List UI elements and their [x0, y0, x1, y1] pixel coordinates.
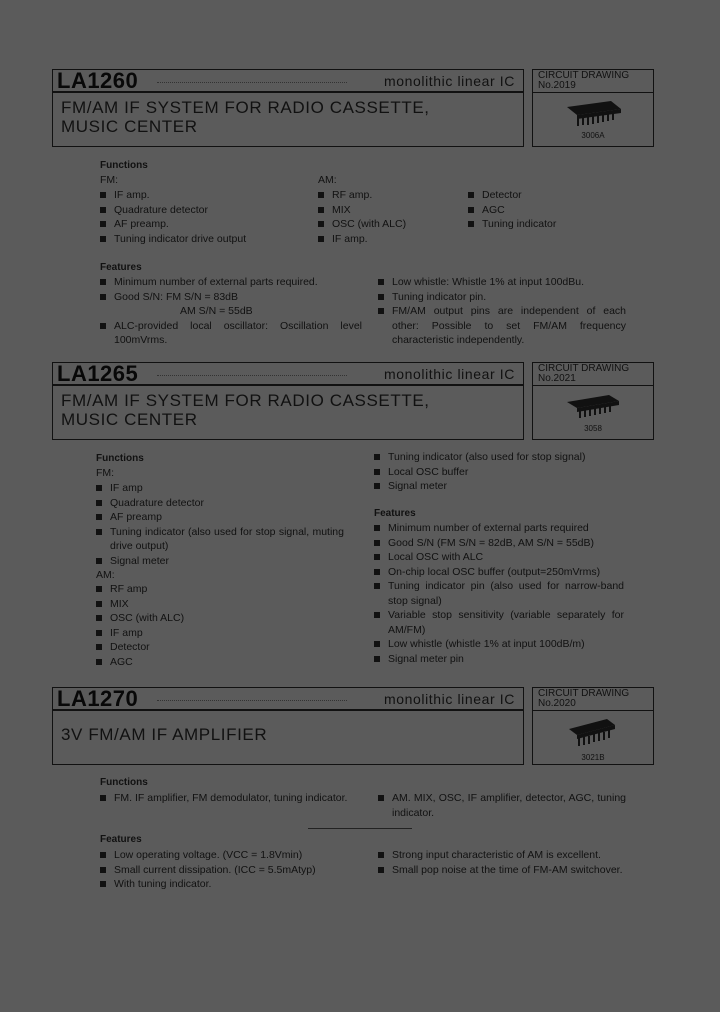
la1270-header — [52, 687, 524, 711]
part-number: LA1270 — [57, 686, 139, 711]
la1270-title — [52, 711, 524, 765]
circuit-drawing-number: No.2019 — [538, 80, 576, 91]
features-list — [374, 521, 624, 666]
list-item: Tuning indicator (also used for stop signal, muting drive output) — [96, 525, 344, 554]
features-right-list — [378, 275, 626, 348]
features-heading: Features — [100, 834, 142, 845]
title-line-1: FM/AM IF SYSTEM FOR RADIO CASSETTE, — [61, 98, 430, 117]
list-item: Variable stop sensitivity (variable separately for AM/FM) — [374, 608, 624, 637]
features-heading: Features — [100, 262, 142, 273]
la1265-title — [52, 386, 524, 440]
part-number: LA1260 — [57, 68, 139, 93]
leader-dots — [157, 82, 347, 84]
list-item: Strong input characteristic of AM is excellent. — [378, 848, 628, 863]
functions-heading: Functions — [96, 453, 144, 464]
list-item: Small current dissipation. (ICC = 5.5mAtyp) — [100, 863, 362, 878]
la1265-header — [52, 362, 524, 386]
functions-heading: Functions — [100, 777, 148, 788]
title-line-1: 3V FM/AM IF AMPLIFIER — [61, 725, 268, 744]
list-item: Tuning indicator pin. — [378, 290, 626, 305]
list-item: IF amp. — [318, 232, 458, 247]
list-item: MIX — [96, 597, 296, 612]
list-item: Quadrature detector — [100, 203, 300, 218]
ic-package-icon — [563, 392, 625, 422]
monolithic-label: monolithic linear IC — [383, 691, 515, 707]
leader-dots — [157, 700, 347, 702]
am-function-list — [318, 188, 458, 246]
part-number: LA1265 — [57, 361, 139, 386]
package-box — [532, 93, 654, 147]
am-label: AM: — [318, 174, 337, 186]
list-item: With tuning indicator. — [100, 877, 362, 892]
list-item: OSC (with ALC) — [96, 611, 296, 626]
list-item: RF amp. — [318, 188, 458, 203]
features-heading: Features — [374, 508, 416, 519]
list-item: FM. IF amplifier, FM demodulator, tuning indicator. — [100, 791, 350, 806]
fm-function-list — [100, 188, 300, 246]
list-item: Low operating voltage. (VCC = 1.8Vmin) — [100, 848, 362, 863]
list-item: RF amp — [96, 582, 296, 597]
circuit-drawing-label: CIRCUIT DRAWING — [538, 70, 630, 81]
la1260-header — [52, 69, 524, 93]
la1260-title — [52, 93, 524, 147]
list-item: AF preamp. — [100, 217, 300, 232]
list-item: IF amp — [96, 626, 296, 641]
circuit-drawing-number: No.2021 — [538, 373, 576, 384]
features-left-list — [100, 848, 362, 892]
ic-package-icon — [563, 717, 625, 749]
list-item: IF amp. — [100, 188, 300, 203]
list-item: Tuning indicator pin (also used for narrow-band stop signal) — [374, 579, 624, 608]
am-label: AM: — [96, 569, 115, 581]
list-item: Detector — [468, 188, 618, 203]
monolithic-label: monolithic linear IC — [383, 366, 515, 382]
list-item: AGC — [96, 655, 296, 670]
list-item: Signal meter — [374, 479, 624, 494]
divider — [308, 828, 412, 829]
list-item: Low whistle: Whistle 1% at input 100dBu. — [378, 275, 626, 290]
ic-package-icon — [563, 99, 625, 129]
list-item: Local OSC buffer — [374, 465, 624, 480]
circuit-drawing-label: CIRCUIT DRAWING — [538, 363, 630, 374]
sn-am: AM S/N = 55dB — [180, 305, 253, 317]
am-function-list — [96, 582, 296, 669]
package-box — [532, 386, 654, 440]
list-item: On-chip local OSC buffer (output=250mVrms) — [374, 565, 624, 580]
functions-heading: Functions — [100, 160, 148, 171]
function-left-list — [100, 791, 350, 806]
list-item: Minimum number of external parts required — [374, 521, 624, 536]
am-function-list-2 — [374, 450, 624, 494]
title-line-2: MUSIC CENTER — [61, 117, 198, 136]
fm-label: FM: — [96, 467, 115, 479]
list-item: Quadrature detector — [96, 496, 344, 511]
circuit-drawing-number: No.2020 — [538, 698, 576, 709]
list-item: ALC-provided local oscillator: Oscillation level 100mVrms. — [100, 319, 362, 348]
function-right-list — [378, 791, 626, 820]
sn-fm: Good S/N: FM S/N = 83dB — [114, 290, 239, 303]
list-item: Minimum number of external parts required. — [100, 275, 362, 290]
list-item: Tuning indicator — [468, 217, 618, 232]
features-right-list — [378, 848, 628, 877]
package-code: 3058 — [584, 424, 602, 433]
list-item: Tuning indicator drive output — [100, 232, 300, 247]
circuit-drawing-box — [532, 687, 654, 711]
fm-function-list — [96, 481, 344, 568]
list-item: OSC (with ALC) — [318, 217, 458, 232]
title-line-1: FM/AM IF SYSTEM FOR RADIO CASSETTE, — [61, 391, 430, 410]
leader-dots — [157, 375, 347, 377]
list-item: Good S/N (FM S/N = 82dB, AM S/N = 55dB) — [374, 536, 624, 551]
list-item: AGC — [468, 203, 618, 218]
list-item — [100, 290, 362, 319]
list-item: Detector — [96, 640, 296, 655]
title-line-2: MUSIC CENTER — [61, 410, 198, 429]
circuit-drawing-box — [532, 362, 654, 386]
features-left-list — [100, 275, 362, 348]
package-code: 3021B — [581, 753, 605, 762]
list-item: Small pop noise at the time of FM-AM switchover. — [378, 863, 628, 878]
list-item: MIX — [318, 203, 458, 218]
list-item: Tuning indicator (also used for stop signal) — [374, 450, 624, 465]
list-item: IF amp — [96, 481, 344, 496]
list-item: Low whistle (whistle 1% at input 100dB/m) — [374, 637, 624, 652]
list-item: AF preamp — [96, 510, 344, 525]
fm-label: FM: — [100, 174, 119, 186]
package-box — [532, 711, 654, 765]
monolithic-label: monolithic linear IC — [383, 73, 515, 89]
circuit-drawing-box — [532, 69, 654, 93]
list-item: FM/AM output pins are independent of each other: Possible to set FM/AM frequency characteristic independently. — [378, 304, 626, 348]
am-function-list-2 — [468, 188, 618, 232]
list-item: Signal meter pin — [374, 652, 624, 667]
list-item: Local OSC with ALC — [374, 550, 624, 565]
list-item: AM. MIX, OSC, IF amplifier, detector, AGC, tuning indicator. — [378, 791, 626, 820]
circuit-drawing-label: CIRCUIT DRAWING — [538, 688, 630, 699]
package-code: 3006A — [581, 131, 605, 140]
list-item: Signal meter — [96, 554, 344, 569]
